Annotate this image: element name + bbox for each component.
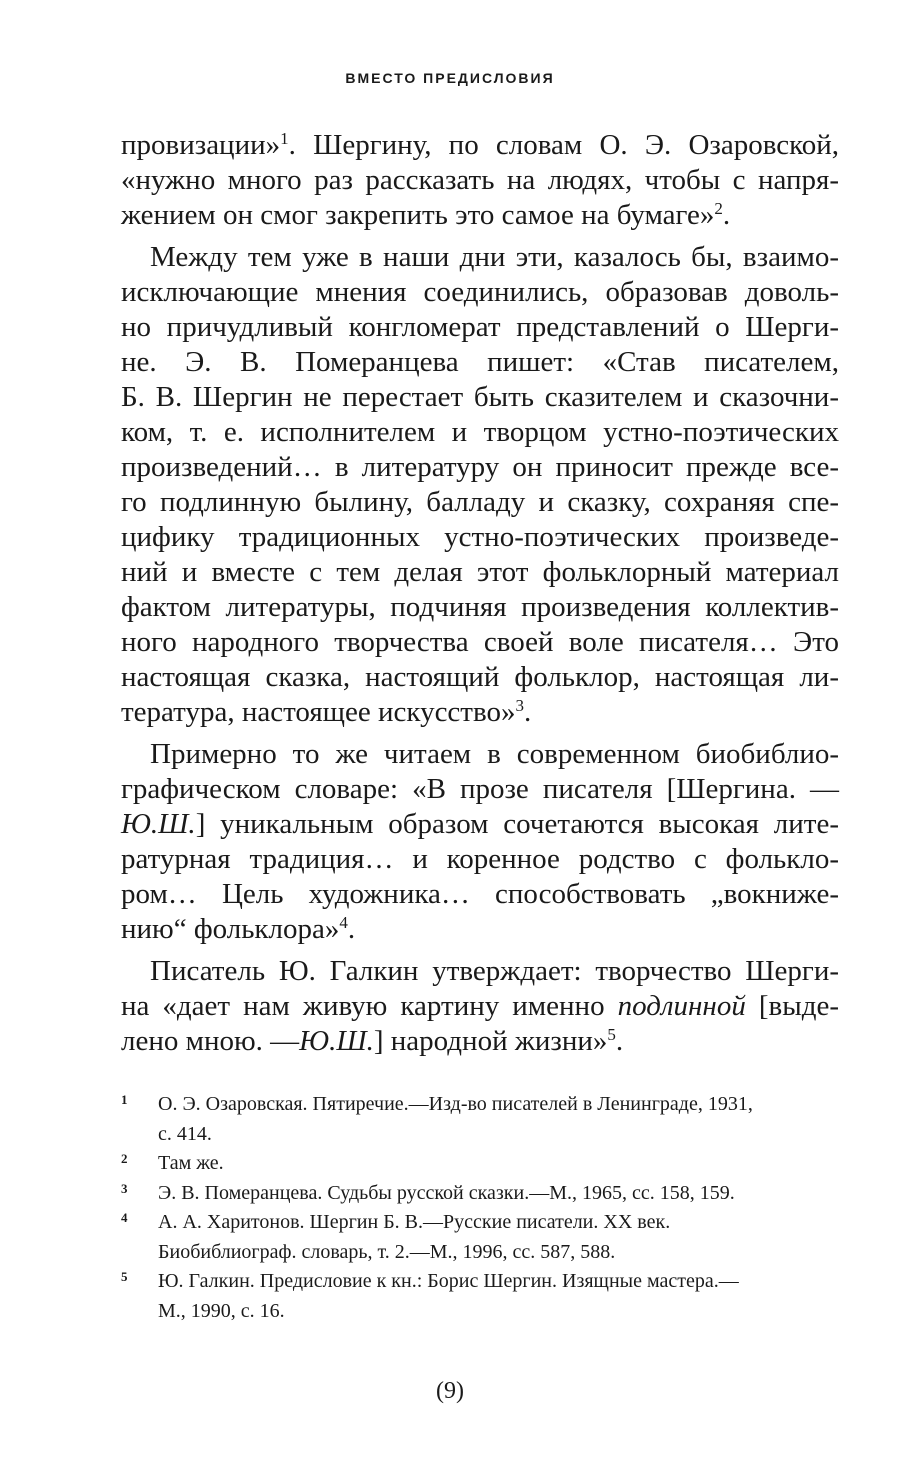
text-line <box>121 737 839 772</box>
footnote <box>121 1267 839 1326</box>
text-line <box>121 450 839 485</box>
footnote-text: М., 1990, с. 16. <box>158 1299 285 1322</box>
text-span: ком, т. е. исполнителем и творцом устно-поэтических <box>121 416 839 448</box>
footnote <box>121 1208 839 1267</box>
body-text <box>121 128 839 1066</box>
paragraph <box>121 954 839 1059</box>
text-span: «нужно много раз рассказать на людях, чтобы с напря- <box>121 164 839 196</box>
text-line <box>121 912 839 947</box>
text-line <box>121 989 839 1024</box>
text-line <box>121 345 839 380</box>
footnote-ref: 3 <box>515 696 524 715</box>
footnote-number: 5 <box>121 1269 128 1284</box>
text-line <box>121 695 839 730</box>
footnote-ref: 5 <box>607 1025 616 1044</box>
text-span: Б. В. Шергин не перестает быть сказителем и сказочни- <box>121 381 839 413</box>
page-number: (9) <box>436 1378 464 1404</box>
text-line <box>121 520 839 555</box>
text-span: . <box>615 1025 624 1057</box>
text-span: нию“ фольклора» <box>121 913 340 945</box>
text-span: произведений… в литературу он приносит прежде все- <box>121 451 839 483</box>
text-span: ] уникальным образом сочетаются высокая лите- <box>195 808 839 840</box>
italic-text: Ю.Ш. <box>299 1025 374 1057</box>
italic-text: подлинной <box>617 990 746 1022</box>
footnote-number: 3 <box>121 1180 128 1196</box>
text-span: . <box>347 913 356 945</box>
text-line <box>121 807 839 842</box>
text-span: цифику традиционных устно-поэтических произведе- <box>121 521 839 553</box>
text-line <box>121 310 839 345</box>
text-line <box>121 842 839 877</box>
footnote-text: Ю. Галкин. Предисловие к кн.: Борис Шергин. Изящные мастера.— <box>158 1270 739 1292</box>
text-line <box>121 163 839 198</box>
text-span: ратурная традиция… и коренное родство с фолькло- <box>121 843 839 875</box>
text-span: фактом литературы, подчиняя произведения коллектив- <box>121 591 839 623</box>
footnotes <box>121 1090 839 1326</box>
text-span: го подлинную былину, балладу и сказку, сохраняя спе- <box>121 486 839 518</box>
text-span: ром… Цель художника… способствовать „вокниже- <box>121 878 839 910</box>
text-span: не. Э. В. Померанцева пишет: «Став писателем, <box>121 346 839 378</box>
text-line <box>121 275 839 310</box>
text-line <box>121 380 839 415</box>
paragraph <box>121 128 839 233</box>
footnote-number: 1 <box>121 1092 128 1107</box>
text-line <box>121 1024 839 1059</box>
text-line <box>121 555 839 590</box>
footnote-text: Биобиблиограф. словарь, т. 2.—М., 1996, сс. 587, 588. <box>158 1240 616 1263</box>
paragraph <box>121 737 839 947</box>
footnote-text: Э. В. Померанцева. Судьбы русской сказки.—М., 1965, сс. 158, 159. <box>158 1181 735 1204</box>
footnote-number: 4 <box>121 1210 128 1225</box>
footnote <box>121 1179 839 1209</box>
text-line <box>121 660 839 695</box>
footnote-text: Там же. <box>158 1152 224 1174</box>
text-span: исключающие мнения соединились, образовав доволь- <box>121 276 839 308</box>
footnote-ref: 2 <box>714 199 723 218</box>
footnote-number: 2 <box>121 1151 128 1166</box>
text-span: . <box>722 199 731 231</box>
text-line <box>121 772 839 807</box>
text-span: тература, настоящее искусство» <box>121 696 516 728</box>
running-header: ВМЕСТО ПРЕДИСЛОВИЯ <box>345 70 555 86</box>
text-line <box>121 877 839 912</box>
text-span: . Шергину, по словам О. Э. Озаровской, <box>288 129 839 161</box>
text-span: настоящая сказка, настоящий фольклор, настоящая ли- <box>121 661 839 693</box>
footnote-ref: 1 <box>280 129 289 148</box>
text-span: но причудливый конгломерат представлений о Шерги- <box>121 311 839 343</box>
footnote-ref: 4 <box>339 913 348 932</box>
paragraph <box>121 240 839 730</box>
footnote-text: с. 414. <box>158 1122 212 1145</box>
text-line <box>121 590 839 625</box>
footnote-text: О. Э. Озаровская. Пятиречие.—Изд-во писателей в Ленинграде, 1931, <box>158 1093 753 1115</box>
text-span: Писатель Ю. Галкин утверждает: творчество Шерги- <box>150 955 839 987</box>
text-span: лено мною. — <box>121 1025 300 1057</box>
text-span: ] народной жизни» <box>373 1025 608 1057</box>
footnote <box>121 1149 839 1179</box>
text-line <box>121 198 839 233</box>
text-span: на «дает нам живую картину именно <box>121 990 618 1022</box>
text-span: Между тем уже в наши дни эти, казалось бы, взаимо- <box>150 241 839 273</box>
text-line <box>121 485 839 520</box>
text-line <box>121 128 839 163</box>
text-line <box>121 625 839 660</box>
text-line <box>121 240 839 275</box>
footnote-text: А. А. Харитонов. Шергин Б. В.—Русские писатели. XX век. <box>158 1211 671 1233</box>
text-span: провизации» <box>121 129 281 161</box>
text-line <box>121 415 839 450</box>
text-span: жением он смог закрепить это самое на бумаге» <box>121 199 715 231</box>
text-span: Примерно то же читаем в современном биобиблио- <box>150 738 839 770</box>
text-span: графическом словаре: «В прозе писателя [Шергина. — <box>121 773 839 805</box>
footnote <box>121 1090 839 1149</box>
italic-text: Ю.Ш. <box>121 808 196 840</box>
text-span: ний и вместе с тем делая этот фольклорный материал <box>121 556 839 588</box>
text-span: [выде- <box>745 990 839 1022</box>
text-span: . <box>523 696 532 728</box>
text-span: ного народного творчества своей воле писателя… Это <box>121 626 839 658</box>
text-line <box>121 954 839 989</box>
